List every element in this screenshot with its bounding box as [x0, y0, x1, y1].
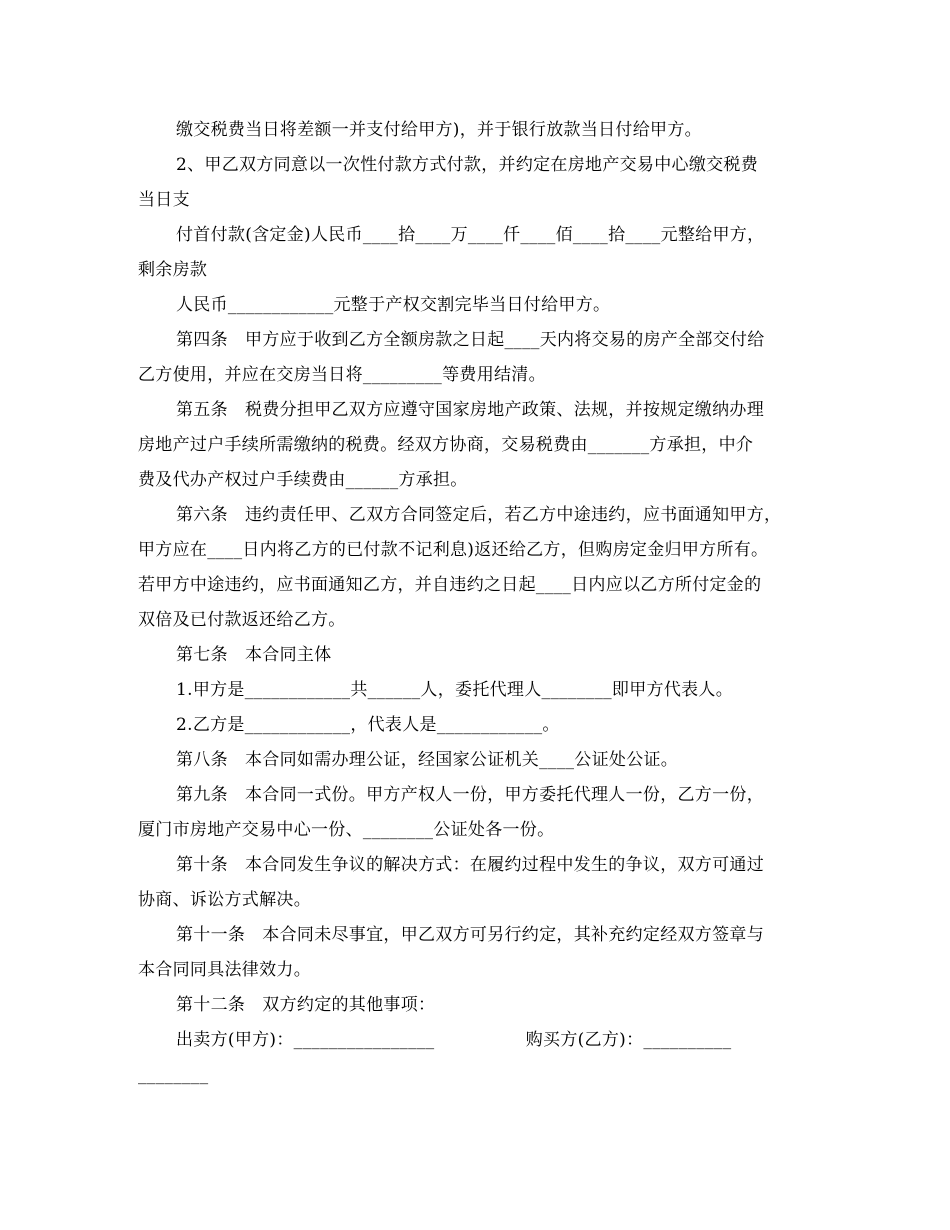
article-7: 第七条 本合同主体	[176, 645, 332, 665]
text-line: 付首付款(含定金)人民币____拾____万____仟____佰____拾____元整给甲方，	[176, 225, 765, 245]
text-line: 缴交税费当日将差额一并支付给甲方)，并于银行放款当日付给甲方。	[176, 120, 702, 140]
text-line: 剩余房款	[138, 260, 208, 280]
article-8: 第八条 本合同如需办理公证，经国家公证机关____公证处公证。	[176, 750, 679, 770]
article-5: 第五条 税费分担甲乙双方应遵守国家房地产政策、法规，并按规定缴纳办理	[176, 400, 765, 420]
text-line: 双倍及已付款返还给乙方。	[138, 610, 346, 630]
text-line: 2、甲乙双方同意以一次性付款方式付款，并约定在房地产交易中心缴交税费	[176, 155, 759, 175]
signature-line-continuation: ________	[138, 1065, 209, 1085]
article-4: 第四条 甲方应于收到乙方全额房款之日起____天内将交易的房产全部交付给	[176, 330, 765, 350]
party-b-line: 2.乙方是____________，代表人是____________。	[176, 715, 560, 735]
text-line: 本合同同具法律效力。	[138, 960, 311, 980]
text-line: 若甲方中途违约，应书面通知乙方，并自违约之日起____日内应以乙方所付定金的	[138, 575, 762, 595]
text-line: 人民币____________元整于产权交割完毕当日付给甲方。	[176, 295, 611, 315]
text-line: 甲方应在____日内将乙方的已付款不记利息)返还给乙方，但购房定金归甲方所有。	[138, 540, 769, 560]
text-line: 费及代办产权过户手续费由______方承担。	[138, 470, 468, 490]
text-line: 乙方使用，并应在交房当日将_________等费用结清。	[138, 365, 546, 385]
article-6: 第六条 违约责任甲、乙双方合同签定后，若乙方中途违约，应书面通知甲方，	[176, 505, 782, 525]
party-a-line: 1.甲方是____________共______人，委托代理人________即甲方代表人。	[176, 680, 734, 700]
article-11: 第十一条 本合同未尽事宜，甲乙双方可另行约定，其补充约定经双方签章与	[176, 925, 765, 945]
article-12: 第十二条 双方约定的其他事项：	[176, 995, 436, 1015]
text-line: 当日支	[138, 190, 190, 210]
article-10: 第十条 本合同发生争议的解决方式：在履约过程中发生的争议，双方可通过	[176, 855, 765, 875]
text-line: 房地产过户手续所需缴纳的税费。经双方协商，交易税费由_______方承担，中介	[138, 435, 754, 455]
text-line: 协商、诉讼方式解决。	[138, 890, 311, 910]
text-line: 厦门市房地产交易中心一份、________公证处各一份。	[138, 820, 555, 840]
article-9: 第九条 本合同一式份。甲方产权人一份，甲方委托代理人一份，乙方一份，	[176, 785, 765, 805]
signature-line: 出卖方(甲方)：________________ 购买方(乙方)：__________	[176, 1030, 732, 1050]
